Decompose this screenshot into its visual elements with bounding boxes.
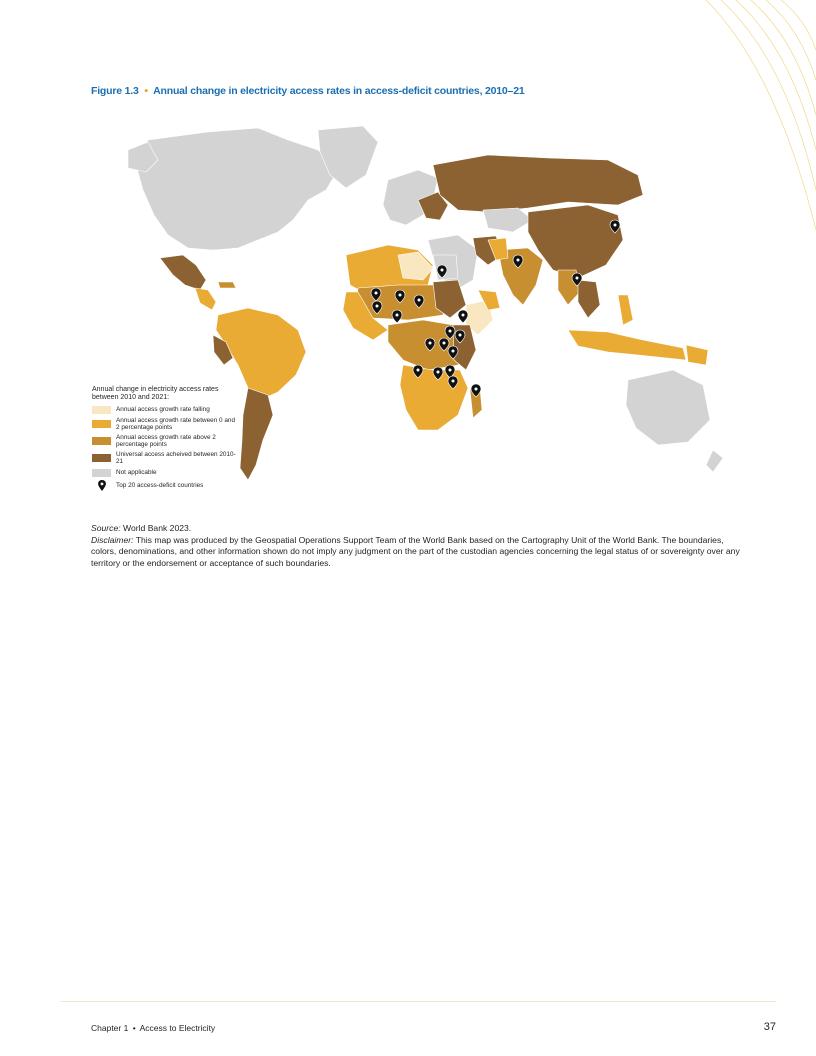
region-philippines: [618, 295, 633, 325]
source-label: Source:: [91, 523, 121, 533]
footer-chapter: Chapter 1: [91, 1023, 129, 1033]
footer-divider: [60, 1001, 776, 1002]
title-bullet: •: [144, 85, 148, 97]
region-indochina: [578, 280, 600, 318]
region-australia: [626, 370, 710, 445]
figure-number: Figure 1.3: [91, 85, 139, 97]
region-central-america: [195, 288, 216, 310]
legend-label: Annual access growth rate above 2 percentage points: [116, 434, 216, 448]
footer-bullet: •: [132, 1023, 136, 1033]
region-new-zealand: [706, 450, 723, 472]
region-russia: [433, 155, 643, 212]
legend-label: Top 20 access-deficit countries: [116, 482, 204, 489]
region-mongolia-china: [528, 205, 623, 278]
legend-swatch: [92, 469, 111, 477]
legend-swatch: [92, 420, 111, 428]
footer-section: Access to Electricity: [139, 1023, 216, 1033]
legend-label: Annual access growth rate falling: [116, 406, 210, 413]
region-north-america: [136, 128, 338, 250]
map-pin-icon: [92, 480, 111, 491]
legend-item-not-applicable: [92, 468, 272, 477]
legend-label: Annual access growth rate between 0 and 2 percentage points: [116, 417, 236, 431]
legend-label: Universal access acheived between 2010-21: [116, 451, 236, 465]
disclaimer-note: [91, 535, 741, 570]
region-central-asia: [483, 208, 533, 232]
region-mexico: [160, 255, 206, 290]
running-footer: [91, 1023, 215, 1033]
legend-item-high-growth: [92, 434, 272, 448]
disclaimer-text: This map was produced by the Geospatial Operations Support Team of the World Bank based on the Cartography Unit of the World Bank. The boundaries, colors, denominations, and other information shown do not imply any judgment on the part of the custodian agencies concerning the legal status of or sovereignty over any territory or the endorsement or acceptance of such boundaries.: [91, 534, 740, 568]
legend-swatch: [92, 437, 111, 445]
source-note: [91, 523, 741, 535]
legend-item-pin: [92, 480, 272, 491]
figure-title: [91, 85, 524, 97]
legend-item-low-growth: [92, 417, 272, 431]
legend-item-falling: [92, 405, 272, 414]
map-pin-icon: [392, 310, 402, 323]
map-legend: [92, 386, 272, 494]
figure-caption: Annual change in electricity access rates in access-deficit countries, 2010–21: [153, 85, 525, 97]
legend-label: Not applicable: [116, 469, 157, 476]
region-caribbean: [218, 282, 236, 288]
legend-swatch: [92, 406, 111, 414]
page-number: 37: [763, 1021, 776, 1033]
figure-notes: [91, 523, 741, 569]
legend-swatch: [92, 454, 111, 462]
source-text: World Bank 2023.: [123, 523, 192, 533]
legend-item-universal: [92, 451, 272, 465]
region-indonesia: [568, 330, 686, 360]
region-png: [686, 345, 708, 365]
disclaimer-label: Disclaimer:: [91, 534, 134, 545]
legend-title: Annual change in electricity access rates between 2010 and 2021:: [92, 386, 219, 401]
